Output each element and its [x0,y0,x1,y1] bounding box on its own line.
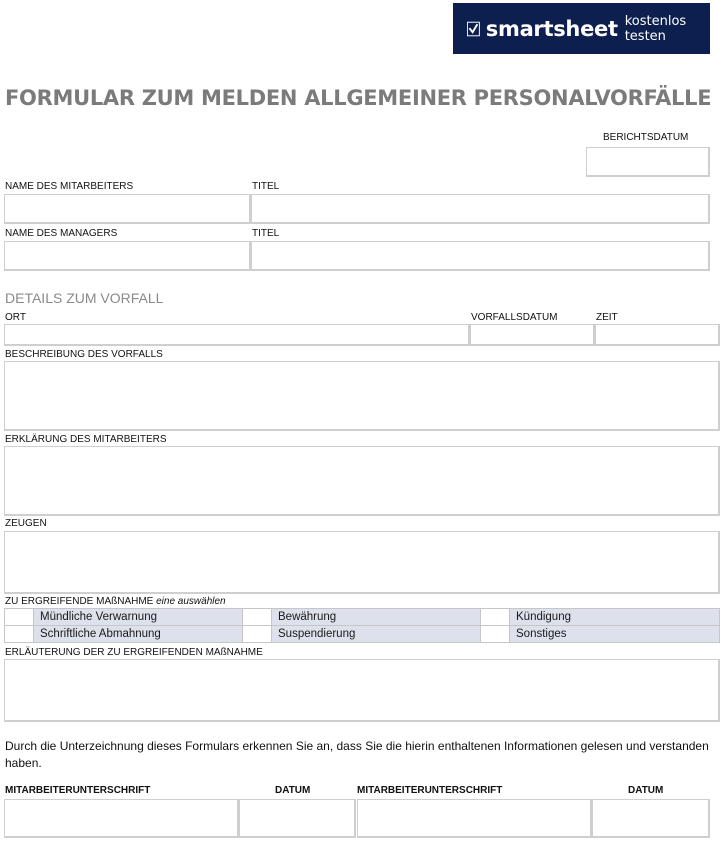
location-label: ORT [5,312,26,323]
incident-date-label: VORFALLSDATUM [471,312,558,323]
employee-name-field[interactable] [4,194,251,224]
action-hint: eine auswählen [156,596,226,607]
employee-statement-label: ERKLÄRUNG DES MITARBEITERS [5,434,167,445]
manager-name-label: NAME DES MANAGERS [5,228,118,239]
employee-signature-field-2[interactable] [357,799,592,838]
verbal-warning-checkbox[interactable] [5,609,34,626]
details-section-title: DETAILS ZUM VORFALL [5,290,164,306]
probation-checkbox[interactable] [243,609,272,626]
date-label-2: DATUM [628,785,664,796]
description-field[interactable] [4,361,720,431]
report-date-label: BERICHTSDATUM [603,132,689,143]
other-checkbox[interactable] [481,626,510,643]
other-option: Sonstiges [510,626,720,643]
brand-name: smartsheet [485,16,618,41]
employee-title-label: TITEL [252,181,280,192]
action-row [5,626,720,643]
action-explanation-field[interactable] [4,659,720,722]
suspension-option: Suspendierung [272,626,481,643]
termination-checkbox[interactable] [481,609,510,626]
employee-signature-label-2: MITARBEITERUNTERSCHRIFT [357,785,503,796]
date-field-1[interactable] [239,799,356,838]
acknowledgement-text: Durch die Unterzeichnung dieses Formulars erkennen Sie an, dass Sie die hierin enthaltenen Informationen gelesen und verstanden haben. [5,739,709,770]
witnesses-field[interactable] [4,531,720,594]
manager-name-field[interactable] [4,241,251,271]
action-options-table [4,608,720,643]
employee-name-label: NAME DES MITARBEITERS [5,181,134,192]
time-field[interactable] [595,324,720,346]
form-title: FORMULAR ZUM MELDEN ALLGEMEINER PERSONALVORFÄLLE [5,86,712,110]
report-date-field[interactable] [586,147,710,177]
incident-date-field[interactable] [470,324,595,346]
verbal-warning-option: Mündliche Verwarnung [34,609,243,626]
written-warning-option: Schriftliche Abmahnung [34,626,243,643]
action-label-text: ZU ERGREIFENDE MAßNAHME [5,596,154,607]
date-label-1: DATUM [275,785,311,796]
manager-title-label: TITEL [252,228,280,239]
action-row [5,609,720,626]
written-warning-checkbox[interactable] [5,626,34,643]
action-label [5,596,226,607]
manager-title-field[interactable] [251,241,710,271]
witnesses-label: ZEUGEN [5,518,47,529]
location-field[interactable] [4,324,470,346]
employee-statement-field[interactable] [4,446,720,516]
probation-option: Bewährung [272,609,481,626]
smartsheet-logo-icon [467,20,480,38]
employee-signature-field-1[interactable] [4,799,239,838]
trial-cta: kostenlos testen [624,13,687,44]
smartsheet-trial-banner[interactable] [453,3,710,54]
employee-title-field[interactable] [251,194,710,224]
action-explanation-label: ERLÄUTERUNG DER ZU ERGREIFENDEN MAßNAHME [5,647,263,658]
employee-signature-label-1: MITARBEITERUNTERSCHRIFT [5,785,151,796]
description-label: BESCHREIBUNG DES VORFALLS [5,349,163,360]
suspension-checkbox[interactable] [243,626,272,643]
time-label: ZEIT [596,312,618,323]
date-field-2[interactable] [592,799,710,838]
termination-option: Kündigung [510,609,720,626]
